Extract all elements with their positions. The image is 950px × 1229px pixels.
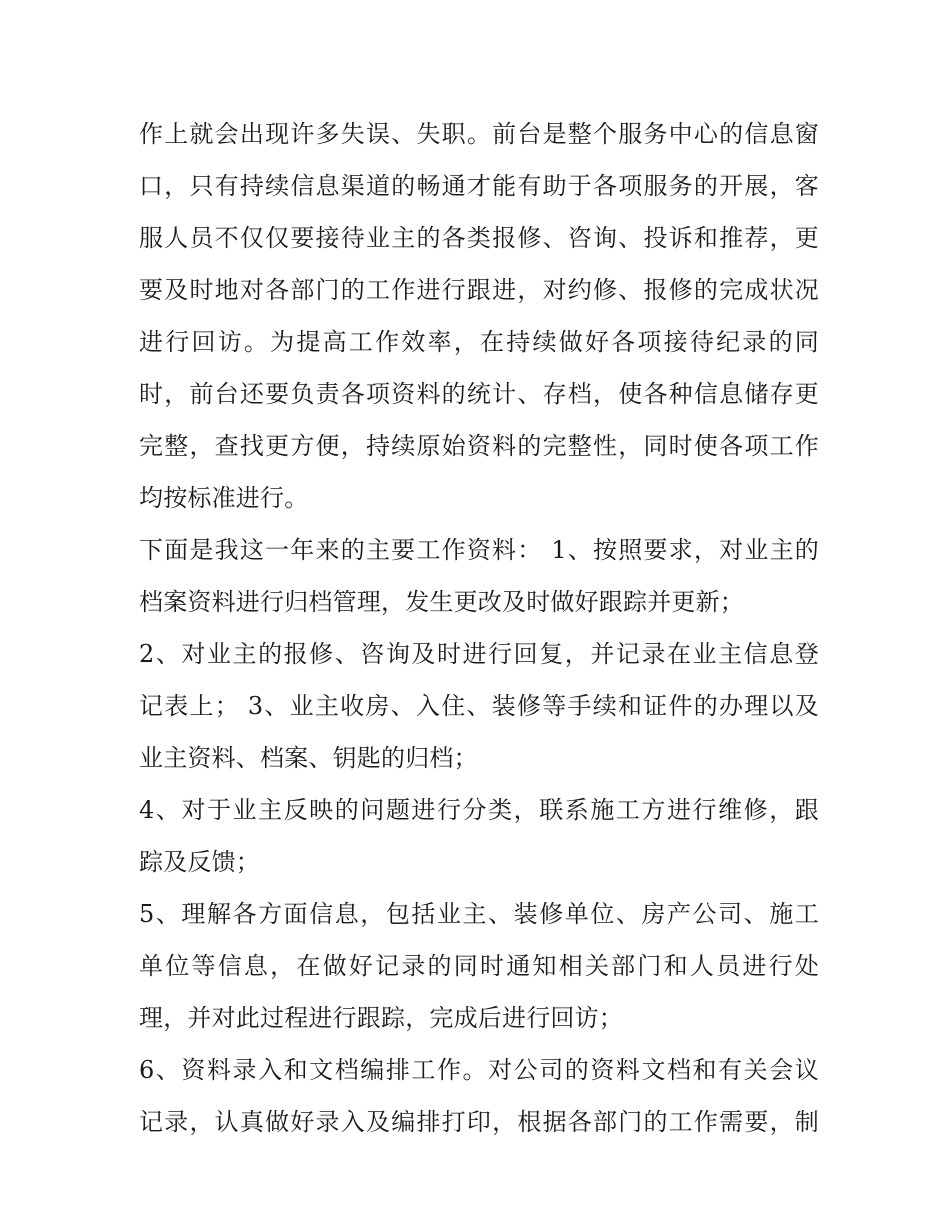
text-line: 时，前台还要负责各项资料的统计、存档，使各种信息储存更 xyxy=(139,380,819,408)
text-line: 进行回访。为提高工作效率，在持续做好各项接待纪录的同 xyxy=(139,328,819,356)
text-line: 业主资料、档案、钥匙的归档； xyxy=(139,744,478,772)
text-line: 2、对业主的报修、咨询及时进行回复，并记录在业主信息登 xyxy=(139,640,819,668)
text-line: 均按标准进行。 xyxy=(139,484,309,512)
text-line: 单位等信息，在做好记录的同时通知相关部门和人员进行处 xyxy=(139,952,819,980)
text-line: 完整，查找更方便，持续原始资料的完整性，同时使各项工作 xyxy=(139,432,819,460)
text-line: 口，只有持续信息渠道的畅通才能有助于各项服务的开展，客 xyxy=(139,172,819,200)
text-line: 服人员不仅仅要接待业主的各类报修、咨询、投诉和推荐，更 xyxy=(139,224,819,252)
text-line: 5、理解各方面信息，包括业主、装修单位、房产公司、施工 xyxy=(139,900,819,928)
text-line: 记表上； 3、业主收房、入住、装修等手续和证件的办理以及 xyxy=(139,692,819,720)
text-line: 下面是我这一年来的主要工作资料： 1、按照要求，对业主的 xyxy=(139,536,819,564)
text-line: 记录，认真做好录入及编排打印，根据各部门的工作需要，制 xyxy=(139,1108,819,1136)
document-body xyxy=(139,108,819,1148)
text-line: 理，并对此过程进行跟踪，完成后进行回访； xyxy=(139,1004,623,1032)
text-line: 6、资料录入和文档编排工作。对公司的资料文档和有关会议 xyxy=(139,1056,819,1084)
text-line: 踪及反馈； xyxy=(139,848,260,876)
text-line: 要及时地对各部门的工作进行跟进，对约修、报修的完成状况 xyxy=(139,276,819,304)
text-line: 4、对于业主反映的问题进行分类，联系施工方进行维修，跟 xyxy=(139,796,819,824)
text-line: 作上就会出现许多失误、失职。前台是整个服务中心的信息窗 xyxy=(139,120,819,148)
text-line: 档案资料进行归档管理，发生更改及时做好跟踪并更新； xyxy=(139,588,744,616)
